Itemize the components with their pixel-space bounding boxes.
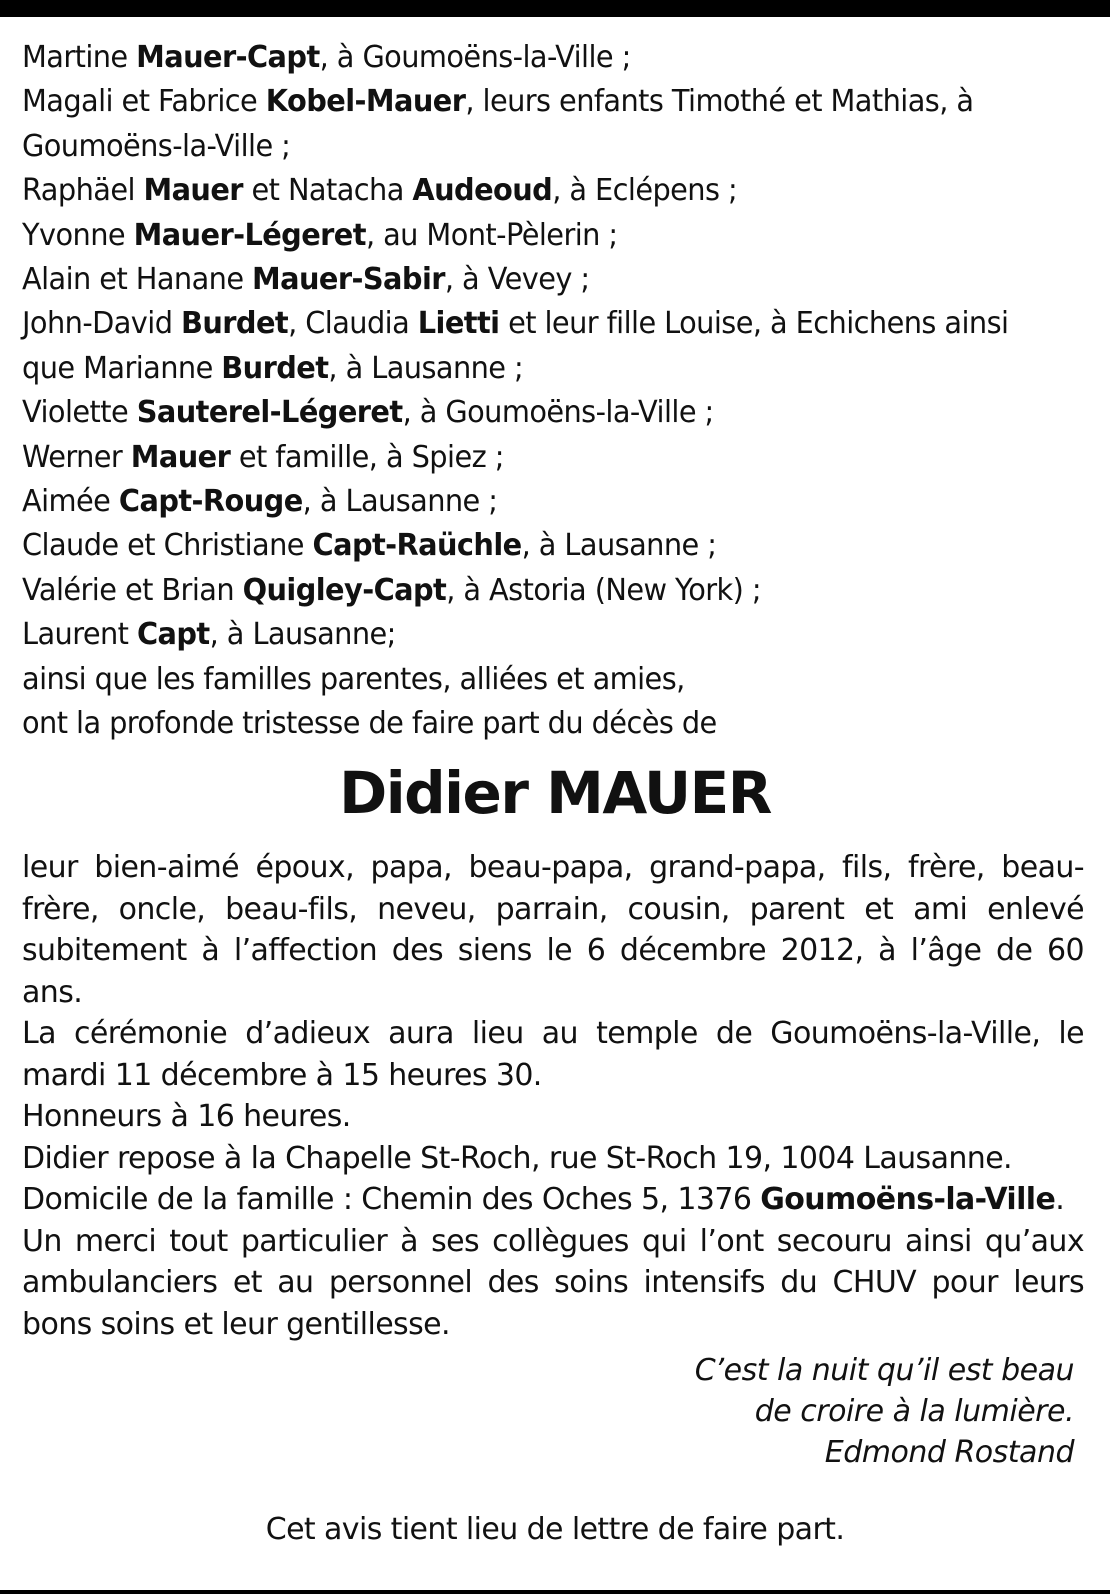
surname: Mauer-Sabir <box>252 262 445 298</box>
surname: Mauer <box>130 439 231 475</box>
text-segment: John-David <box>22 306 181 342</box>
surname: Mauer-Capt <box>136 40 320 75</box>
family-line <box>22 36 1035 80</box>
text-segment: Alain et Hanane <box>22 262 253 298</box>
text-segment: Yvonne <box>22 217 134 253</box>
family-line <box>22 391 1035 435</box>
text-segment: , à Astoria (New York) ; <box>446 572 762 608</box>
surname: Goumoëns-la-Ville <box>760 1182 1056 1217</box>
text-segment: Raphäel <box>22 173 144 209</box>
surname: Burdet <box>180 306 289 342</box>
text-segment: Goumoëns-la-Ville ; <box>22 128 291 164</box>
body-paragraph <box>22 1096 1084 1138</box>
surname: Audeoud <box>412 173 553 209</box>
surname: Capt <box>136 617 210 653</box>
body-paragraph <box>22 1179 1084 1221</box>
text-segment: Un merci tout particulier à ses collègues qui l’ont secouru ainsi qu’aux ambulanciers et au personnel des soins intensifs du CHUV pour leurs bons soins et leur gentillesse. <box>22 1223 1084 1342</box>
text-segment: . <box>1055 1182 1065 1217</box>
family-line <box>22 569 1035 613</box>
family-line <box>22 524 1035 568</box>
surname: Lietti <box>417 306 500 342</box>
surname: Capt-Raüchle <box>312 528 522 564</box>
text-segment: Didier repose à la Chapelle St-Roch, rue St-Roch 19, 1004 Lausanne. <box>22 1140 1012 1176</box>
text-segment: , à Vevey ; <box>444 262 590 298</box>
text-segment: et Natacha <box>242 173 413 209</box>
family-line <box>22 302 1035 346</box>
family-line <box>22 169 1035 213</box>
text-segment: Violette <box>22 395 137 431</box>
bottom-border-rule <box>0 1590 1110 1594</box>
text-segment: , à Lausanne ; <box>328 350 524 386</box>
surname: Capt-Rouge <box>118 484 303 520</box>
text-segment: , à Eclépens ; <box>552 173 738 209</box>
text-segment: Domicile de la famille : Chemin des Oches 5, 1376 <box>22 1182 761 1217</box>
deceased-name: Didier MAUER <box>339 759 771 827</box>
text-segment: , à Goumoëns-la-Ville ; <box>319 40 631 75</box>
surname: Mauer-Légeret <box>133 217 366 253</box>
family-line <box>22 125 1035 169</box>
text-segment: leur bien-aimé époux, papa, beau-papa, grand-papa, fils, frère, beau-frère, oncle, beau-fils, neveu, parrain, cousin, parent et ami enlevé subitement à l’affection des siens le 6 décembre 2012, à l’âge de 60 ans. <box>22 850 1084 1010</box>
text-segment: , au Mont-Pèlerin ; <box>365 217 618 253</box>
family-line <box>22 258 1035 302</box>
surname: Mauer <box>143 173 243 209</box>
body-paragraph <box>22 847 1084 1013</box>
text-segment: ont la profonde tristesse de faire part du décès de <box>22 706 717 742</box>
quote-line-2: de croire à la lumière. <box>754 1394 1074 1429</box>
text-segment: , leurs enfants Timothé et Mathias, à <box>465 84 974 120</box>
family-line <box>22 480 1035 524</box>
surname: Kobel-Mauer <box>265 84 466 120</box>
text-segment: , Claudia <box>288 306 418 342</box>
text-segment: , à Lausanne ; <box>302 484 498 520</box>
surname: Sauterel-Légeret <box>136 395 403 431</box>
text-segment: Magali et Fabrice <box>22 84 266 120</box>
family-line <box>22 214 1035 258</box>
text-segment: Martine <box>22 40 137 75</box>
text-segment: Honneurs à 16 heures. <box>22 1099 351 1134</box>
text-segment: Aimée <box>22 484 119 520</box>
text-segment: La cérémonie d’adieux aura lieu au temple de Goumoëns-la-Ville, le mardi 11 décembre à 15 heures 30. <box>22 1016 1084 1093</box>
family-line <box>22 80 1035 124</box>
family-line <box>22 658 1035 702</box>
family-line <box>22 436 1035 480</box>
text-segment: , à Goumoëns-la-Ville ; <box>402 395 714 431</box>
body-paragraph <box>22 1221 1084 1346</box>
quote-block <box>554 1350 1074 1473</box>
family-line <box>22 347 1035 391</box>
text-segment: ainsi que les familles parentes, alliées et amies, <box>22 661 685 697</box>
announcement-body <box>22 847 1084 1345</box>
family-line <box>22 613 1035 657</box>
family-list <box>22 36 1035 747</box>
text-segment: Claude et Christiane <box>22 528 313 564</box>
text-segment: , à Lausanne ; <box>521 528 717 564</box>
body-paragraph <box>22 1138 1084 1180</box>
text-segment: Laurent <box>22 617 137 653</box>
surname: Quigley-Capt <box>242 572 447 608</box>
text-segment: et famille, à Spiez ; <box>230 439 504 475</box>
text-segment: , à Lausanne; <box>209 617 396 653</box>
quote-author: Edmond Rostand <box>824 1435 1074 1470</box>
top-border-rule <box>0 0 1110 17</box>
body-paragraph <box>22 1013 1084 1096</box>
text-segment: et leur fille Louise, à Echichens ainsi <box>499 306 1009 342</box>
family-line <box>22 702 1035 746</box>
text-segment: que Marianne <box>22 350 222 386</box>
footer-note: Cet avis tient lieu de lettre de faire part. <box>265 1512 845 1547</box>
surname: Burdet <box>221 350 329 386</box>
quote-line-1: C’est la nuit qu’il est beau <box>694 1353 1074 1388</box>
text-segment: Werner <box>22 439 131 475</box>
text-segment: Valérie et Brian <box>22 572 243 608</box>
